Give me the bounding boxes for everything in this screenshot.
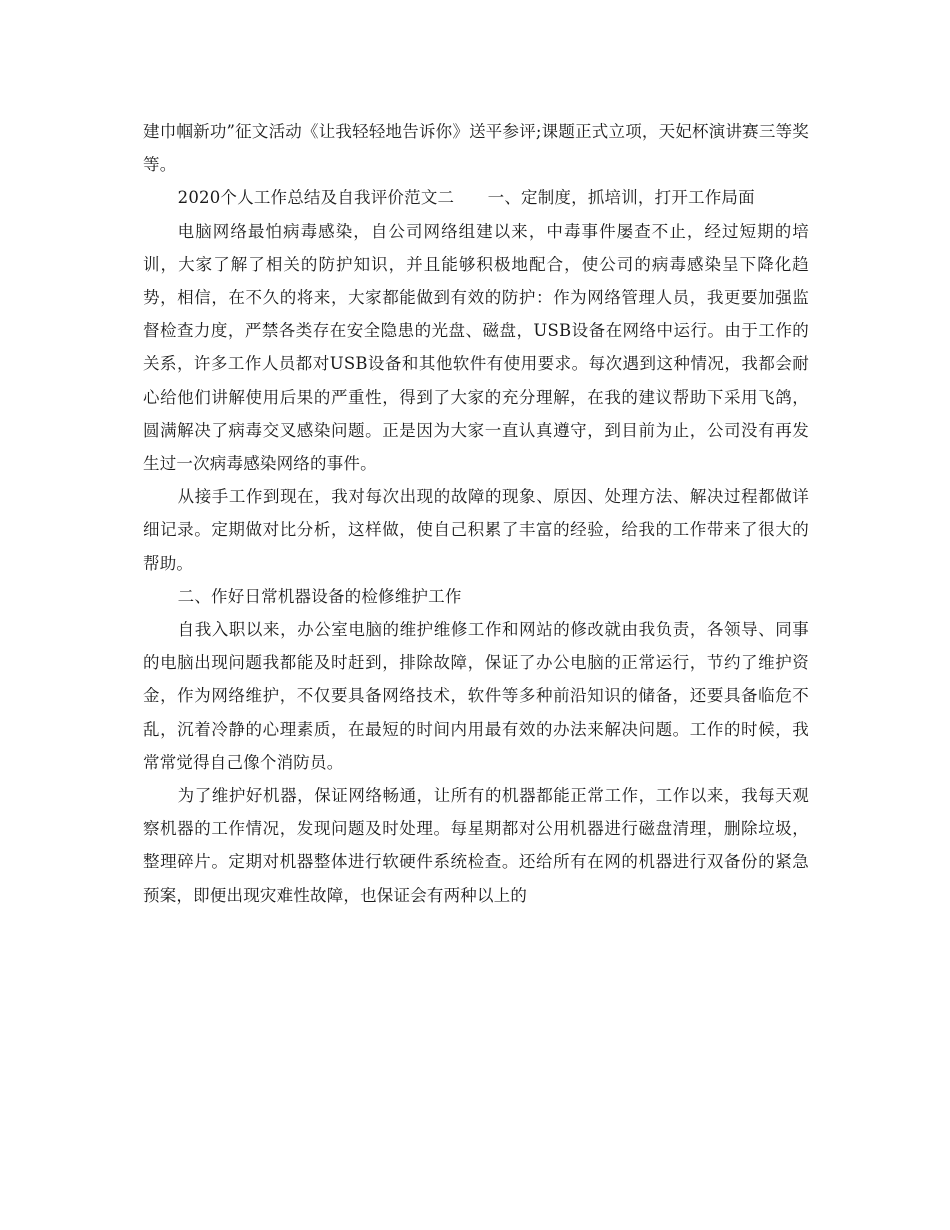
- paragraph-6: 自我入职以来，办公室电脑的维护维修工作和网站的修改就由我负责，各领导、同事的电脑出现问题我都能及时赶到，排除故障，保证了办公电脑的正常运行，节约了维护资金，作为网络维护，不仅要具备网络技术，软件等多种前沿知识的储备，还要具备临危不乱，沉着冷静的心理素质，在最短的时间内用最有效的办法来解决问题。工作的时候，我常常觉得自己像个消防员。: [143, 620, 809, 772]
- paragraph-3: 电脑网络最怕病毒感染，自公司网络组建以来，中毒事件屡查不止，经过短期的培训，大家了解了相关的防护知识，并且能够积极地配合，使公司的病毒感染呈下降化趋势，相信，在不久的将来，大家都能做到有效的防护：作为网络管理人员，我更要加强监督检查力度，严禁各类存在安全隐患的光盘、磁盘，USB设备在网络中运行。由于工作的关系，许多工作人员都对USB设备和其他软件有使用要求。每次遇到这种情况，我都会耐心给他们讲解使用后果的严重性，得到了大家的充分理解，在我的建议帮助下采用飞鸽，圆满解决了病毒交叉感染问题。正是因为大家一直认真遵守，到目前为止，公司没有再发生过一次病毒感染网络的事件。: [143, 221, 809, 474]
- paragraph-4: 从接手工作到现在，我对每次出现的故障的现象、原因、处理方法、解决过程都做详细记录。定期做对比分析，这样做，使自己积累了丰富的经验，给我的工作带来了很大的帮助。: [143, 487, 809, 573]
- section-heading-2: 二、作好日常机器设备的检修维护工作: [177, 586, 462, 606]
- document-body: [143, 115, 809, 912]
- paragraph-2-heading: 2020个人工作总结及自我评价范文二 一、定制度，抓培训，打开工作局面: [177, 188, 755, 208]
- paragraph-7: 为了维护好机器，保证网络畅通，让所有的机器都能正常工作，工作以来，我每天观察机器的工作情况，发现问题及时处理。每星期都对公用机器进行磁盘清理，删除垃圾，整理碎片。定期对机器整体进行软硬件系统检查。还给所有在网的机器进行双备份的紧急预案，即便出现灾难性故障，也保证会有两种以上的: [143, 786, 809, 905]
- paragraph-1: 建巾帼新功”征文活动《让我轻轻地告诉你》送平参评;课题正式立项，天妃杯演讲赛三等奖等。: [143, 122, 809, 175]
